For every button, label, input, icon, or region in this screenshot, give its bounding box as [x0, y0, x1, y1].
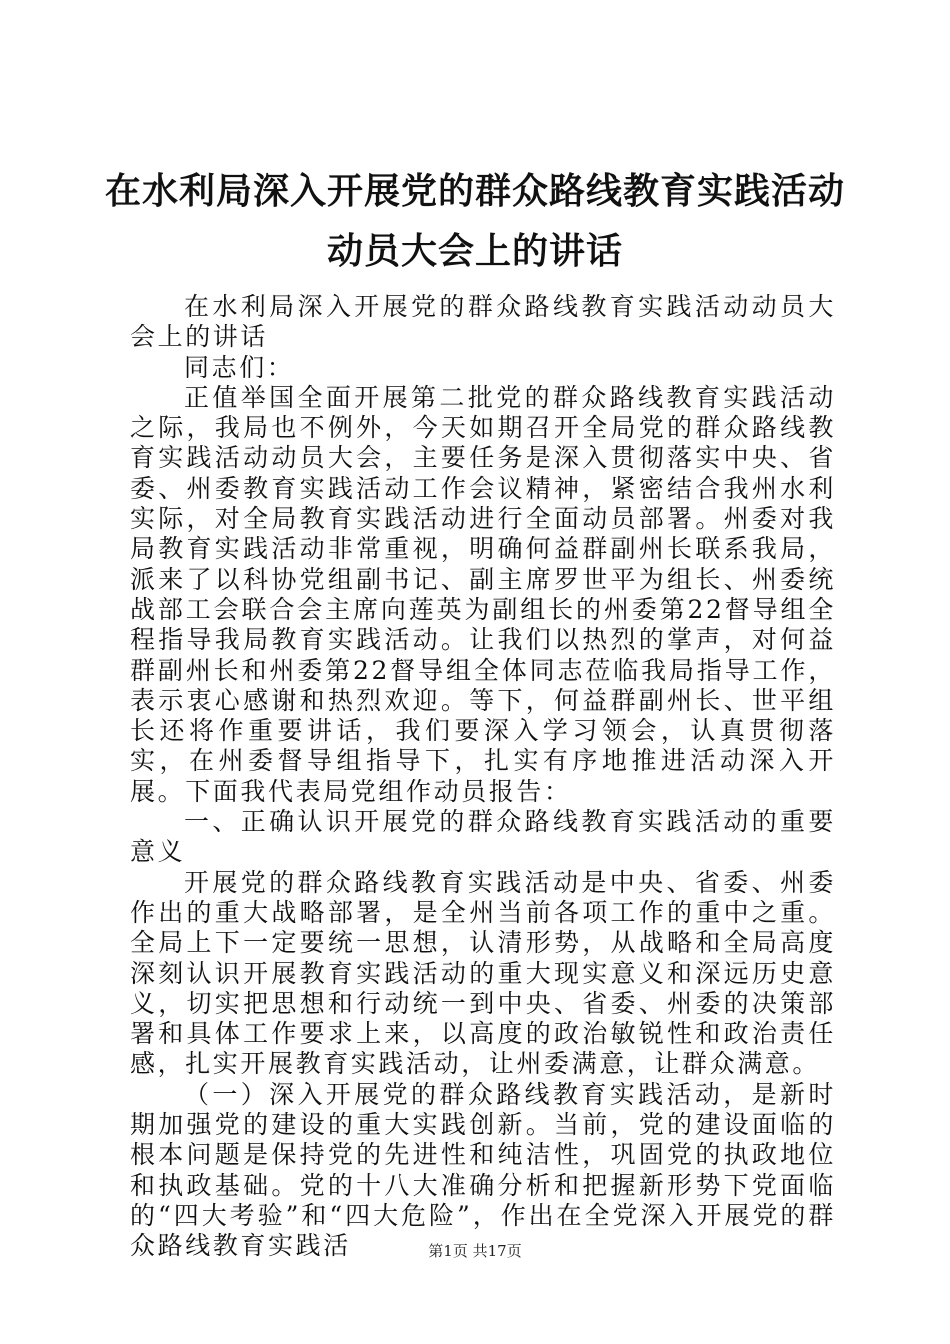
paragraph-point-1: （一）深入开展党的群众路线教育实践活动，是新时期加强党的建设的重大实践创新。当前，党的建设面临的根本问题是保持党的先进性和纯洁性，巩固党的执政地位和执政基础。党的十八大准确分析和把握新形势下党面临的“四大考验”和“四大危险”，作出在全党深入开展党的群众路线教育实践活 — [130, 1079, 836, 1261]
document-title-line-2: 动员大会上的讲话 — [326, 231, 623, 272]
paragraph-opening: 正值举国全面开展第二批党的群众路线教育实践活动之际，我局也不例外，今天如期召开全局党的群众路线教育实践活动动员大会，主要任务是深入贯彻落实中央、省委、州委教育实践活动工作会议精神，紧密结合我州水利实际，对全局教育实践活动进行全面动员部署。州委对我局教育实践活动非常重视，明确何益群副州长联系我局，派来了以科协党组副书记、副主席罗世平为组长、州委统战部工会联合会主席向莲英为副组长的州委第22督导组全程指导我局教育实践活动。让我们以热烈的掌声，对何益群副州长和州委第22督导组全体同志莅临我局指导工作，表示衷心感谢和热烈欢迎。等下，何益群副州长、世平组长还将作重要讲话，我们要深入学习领会，认真贯彻落实，在州委督导组指导下，扎实有序地推进活动深入开展。下面我代表局党组作动员报告： — [130, 382, 836, 806]
document-body — [130, 292, 836, 1262]
paragraph-salutation: 同志们： — [184, 352, 295, 382]
page-footer: 第1页 共17页 — [428, 1242, 522, 1260]
paragraph-significance: 开展党的群众路线教育实践活动是中央、省委、州委作出的重大战略部署，是全州当前各项工作的重中之重。全局上下一定要统一思想，认清形势，从战略和全局高度深刻认识开展教育实践活动的重大现实意义和深远历史意义，切实把思想和行动统一到中央、省委、州委的决策部署和具体工作要求上来，以高度的政治敏锐性和政治责任感，扎实开展教育实践活动，让州委满意，让群众满意。 — [130, 867, 836, 1079]
paragraph-subtitle: 在水利局深入开展党的群众路线教育实践活动动员大会上的讲话 — [130, 292, 836, 352]
section-heading-1: 一、正确认识开展党的群众路线教育实践活动的重要意义 — [130, 807, 836, 867]
document-title-line-1: 在水利局深入开展党的群众路线教育实践活动 — [104, 171, 845, 212]
